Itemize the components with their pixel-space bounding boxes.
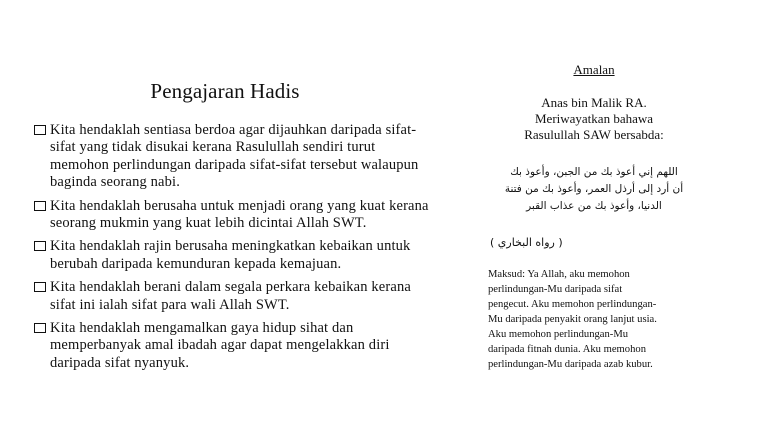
lesson-point — [34, 198, 434, 233]
narration-line: Meriwayatkan bahawa — [534, 111, 654, 126]
arabic-line: اللهم إني أعوذ بك من الجبن، وأعوذ بك — [510, 166, 678, 178]
amalan-panel — [488, 62, 700, 372]
lesson-point-text: Kita hendaklah rajin berusaha meningkatkan kebaikan untuk berubah daripada kemunduran kepada kemajuan. — [50, 238, 411, 272]
arabic-line: الدنيا، وأعوذ بك من عذاب القبر — [526, 200, 662, 212]
meaning-line: Aku memohon perlindungan-Mu — [488, 329, 629, 340]
hadith-narration — [488, 95, 700, 143]
arabic-hadith-text — [488, 164, 700, 215]
meaning-line: perlindungan-Mu daripada sifat — [488, 284, 623, 295]
narration-line: Anas bin Malik RA. — [541, 95, 647, 110]
square-bullet-icon — [34, 201, 46, 211]
square-bullet-icon — [34, 282, 46, 292]
meaning-line: Mu daripada penyakit orang lanjut usia. — [488, 314, 657, 325]
amalan-heading: Amalan — [573, 62, 615, 77]
meaning-line: Maksud: Ya Allah, aku memohon — [488, 269, 630, 280]
lesson-point-text: Kita hendaklah mengamalkan gaya hidup sihat dan memperbanyak amal ibadah agar dapat mengelakkan diri daripada sifat nyanyuk. — [50, 320, 390, 371]
slide-title: Pengajaran Hadis — [150, 79, 300, 103]
hadith-meaning — [488, 267, 700, 372]
lesson-point — [34, 279, 434, 314]
hadith-source: ( رواه البخاري ) — [490, 236, 563, 249]
arabic-line: أن أرد إلى أرذل العمر، وأعوذ بك من فتنة — [504, 183, 684, 195]
lesson-point-text: Kita hendaklah berusaha untuk menjadi orang yang kuat kerana seorang mukmin yang kuat lebih dicintai Allah SWT. — [50, 197, 429, 232]
meaning-line: daripada fitnah dunia. Aku memohon — [488, 344, 646, 355]
meaning-line: perlindungan-Mu daripada azab kubur. — [488, 359, 653, 370]
meaning-line: pengecut. Aku memohon perlindungan- — [488, 299, 657, 310]
lesson-point-text: Kita hendaklah sentiasa berdoa agar dijauhkan daripada sifat-sifat yang tidak disukai kerana Rasulullah sendiri turut memohon perlindungan daripada sifat-sifat tersebut walaupun baginda seorang nabi. — [50, 122, 419, 191]
lesson-point-text: Kita hendaklah berani dalam segala perkara kebaikan kerana sifat ini ialah sifat para wali Allah SWT. — [50, 279, 411, 313]
lesson-point — [34, 320, 434, 372]
narration-line: Rasulullah SAW bersabda: — [524, 127, 664, 142]
square-bullet-icon — [34, 323, 46, 333]
lesson-point-list — [34, 122, 434, 378]
lesson-point — [34, 122, 434, 192]
lesson-point — [34, 238, 434, 273]
square-bullet-icon — [34, 125, 46, 135]
square-bullet-icon — [34, 241, 46, 251]
